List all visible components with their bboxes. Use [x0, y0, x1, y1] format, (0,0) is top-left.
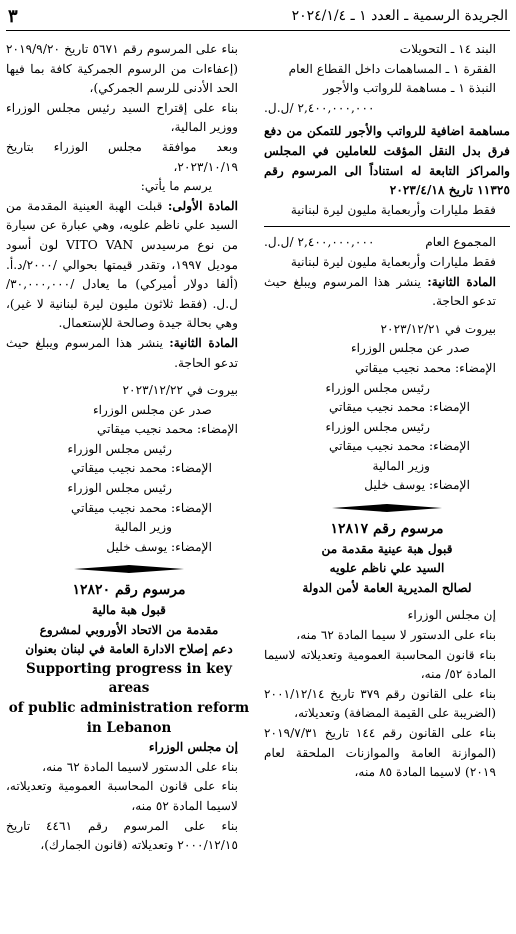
signature-1: الإمضاء: محمد نجيب ميقاتي — [355, 360, 496, 375]
date-place: بيروت في ٢٠٢٣/١٢/٢٢ — [122, 383, 238, 398]
decrees-heading: يرسم ما يأتي: — [140, 179, 212, 194]
signature-4: الإمضاء: يوسف خليل — [106, 539, 212, 554]
preamble-2: بناء قانون المحاسبة العمومية وتعديلاته لاسيما المادة ٥٢/ منه، — [264, 647, 496, 682]
total-label: المجموع العام — [425, 235, 496, 250]
council-heading: إن مجلس الوزراء — [148, 740, 238, 755]
article2 — [264, 273, 510, 312]
preamble-6: بناء على إقتراح السيد رئيس مجلس الوزراء ووزير المالية، — [6, 100, 238, 135]
decree-english-title: Supporting progress in key areas — [26, 660, 232, 697]
budget-description: مساهمة اضافية للرواتب والأجور للتمكن من دفع فرق بدل النقل المؤقت للعاملين في المجلس والمراكز التابعة له استناداً الى المرسوم رقم ١١٣٢٥ تاريخ ٢٠٢٣/٤/١٨ — [264, 124, 510, 198]
section-ornament — [264, 502, 510, 514]
right-column — [264, 40, 510, 783]
decree-number: مرسوم رقم ١٢٨١٧ — [330, 521, 444, 538]
decree-number: مرسوم رقم ١٢٨٢٠ — [72, 582, 186, 599]
signature-2: الإمضاء: محمد نجيب ميقاتي — [71, 461, 212, 476]
preamble-7: وبعد موافقة مجلس الوزراء بتاريخ ٢٠٢٣/١٠/١٩، — [6, 139, 238, 174]
article1-label: المادة الأولى: — [167, 198, 238, 213]
preamble-8: بناء على الدستور لاسيما المادة ٦٢ منه، — [42, 759, 238, 774]
signature-3: الإمضاء: محمد نجيب ميقاتي — [329, 439, 470, 454]
preamble-9: بناء على قانون المحاسبة العمومية وتعديلاته، لاسيما المادة ٥٢ منه، — [6, 779, 238, 813]
signature-3: الإمضاء: محمد نجيب ميقاتي — [71, 500, 212, 515]
signature-4: الإمضاء: يوسف خليل — [364, 478, 470, 493]
left-column — [6, 40, 252, 856]
decree-title-line: مقدمة من الاتحاد الأوروبي لمشروع — [39, 622, 219, 637]
preamble-10: بناء على المرسوم رقم ٤٤٦١ تاريخ ٢٠٠٠/١٢/١٥ وتعديلاته (قانون الجمارك)، — [6, 818, 238, 853]
preamble-3: بناء على القانون رقم ٣٧٩ تاريخ ٢٠٠١/١٢/١٤ (الضريبة على القيمة المضافة) وتعديلاته، — [264, 686, 497, 721]
decree-title-line: دعم إصلاح الادارة العامة في لبنان بعنوان — [25, 642, 233, 657]
gazette-title: الجريدة الرسمية ـ العدد ١ ـ ٢٠٢٤/١/٤ — [291, 8, 508, 24]
preamble-5: بناء على المرسوم رقم ٥٦٧١ تاريخ ٢٠١٩/٩/٢٠ (إعفاءات من الرسوم الجمركية كافة بما فيها الحد الأدنى للرسم الجمركي)، — [6, 42, 238, 96]
section-ornament — [6, 563, 252, 575]
issued-by: صدر عن مجلس الوزراء — [92, 402, 212, 417]
decree-title-line: السيد علي ناظم علويه — [329, 561, 445, 576]
page-header — [6, 6, 510, 31]
article2-label: المادة الثانية: — [169, 335, 239, 350]
decree-english-title: of public administration reform in Lebanon — [8, 700, 250, 736]
council-heading: إن مجلس الوزراء — [407, 608, 496, 623]
budget-amount: ٢,٤٠٠,٠٠٠,٠٠٠ /ل.ل. — [264, 100, 375, 115]
decree-title-line: قبول هبة مالية — [92, 603, 166, 618]
budget-amount-words: فقط مليارات وأربعماية مليون ليرة لبنانية — [290, 202, 496, 217]
divider — [264, 226, 510, 227]
preamble-1: بناء على الدستور لا سيما المادة ٦٢ منه، — [296, 628, 496, 643]
pm-title-2: رئيس مجلس الوزراء — [67, 481, 172, 496]
decree-title-line: لصالح المديرية العامة لأمن الدولة — [302, 580, 472, 595]
budget-paragraph: الفقرة ١ ـ المساهمات داخل القطاع العام — [288, 61, 496, 76]
pm-title-1: رئيس مجلس الوزراء — [325, 380, 430, 395]
pm-title-2: رئيس مجلس الوزراء — [325, 419, 430, 434]
budget-clause: النبذة ١ ـ مساهمة للرواتب والأجور — [323, 81, 496, 96]
finance-minister-title: وزير المالية — [114, 520, 172, 535]
article2-label: المادة الثانية: — [427, 274, 497, 289]
finance-minister-title: وزير المالية — [372, 458, 430, 473]
budget-item: البند ١٤ ـ التحويلات — [399, 42, 496, 56]
article2-text: ينشر هذا المرسوم ويبلغ حيث تدعو الحاجة. — [264, 274, 496, 309]
page-number: ٣ — [8, 6, 18, 27]
decree-title-line: قبول هبة عينية مقدمة من — [321, 541, 453, 556]
signature-1: الإمضاء: محمد نجيب ميقاتي — [97, 422, 238, 437]
issued-by: صدر عن مجلس الوزراء — [350, 341, 470, 356]
article2-left — [6, 334, 252, 373]
total-words: فقط مليارات وأربعماية مليون ليرة لبنانية — [290, 254, 496, 269]
article2-text: ينشر هذا المرسوم ويبلغ حيث تدعو الحاجة. — [6, 335, 238, 370]
total-row — [264, 233, 510, 253]
total-amount: ٢,٤٠٠,٠٠٠,٠٠٠ /ل.ل. — [264, 235, 375, 250]
pm-title-1: رئيس مجلس الوزراء — [67, 441, 172, 456]
article1-text: قبلت الهبة العينية المقدمة من السيد علي ناظم علويه، وهي عبارة عن سيارة من نوع مرسيدس VITO VAN لون أسود موديل ١٩٩٧، وتقدر قيمتها بحوالي /٢٠٠٠/د.أ. (ألفا دولار أميركي) ما يعادل /٣٠,٠٠٠,٠٠٠/ل.ل. (فقط ثلاثون مليون ليرة لبنانية لا غير)، وهي بحالة جيدة وصالحة للإستعمال. — [6, 198, 238, 331]
date-place: بيروت في ٢٠٢٣/١٢/٢١ — [380, 321, 496, 336]
preamble-4: بناء على القانون رقم ١٤٤ تاريخ ٢٠١٩/٧/٣١ (الموازنة العامة والموازنات الملحقة لعام ٢٠١٩) لاسيما المادة ٨٥ منه، — [264, 726, 496, 780]
article1 — [6, 197, 252, 334]
signature-2: الإمضاء: محمد نجيب ميقاتي — [329, 400, 470, 415]
